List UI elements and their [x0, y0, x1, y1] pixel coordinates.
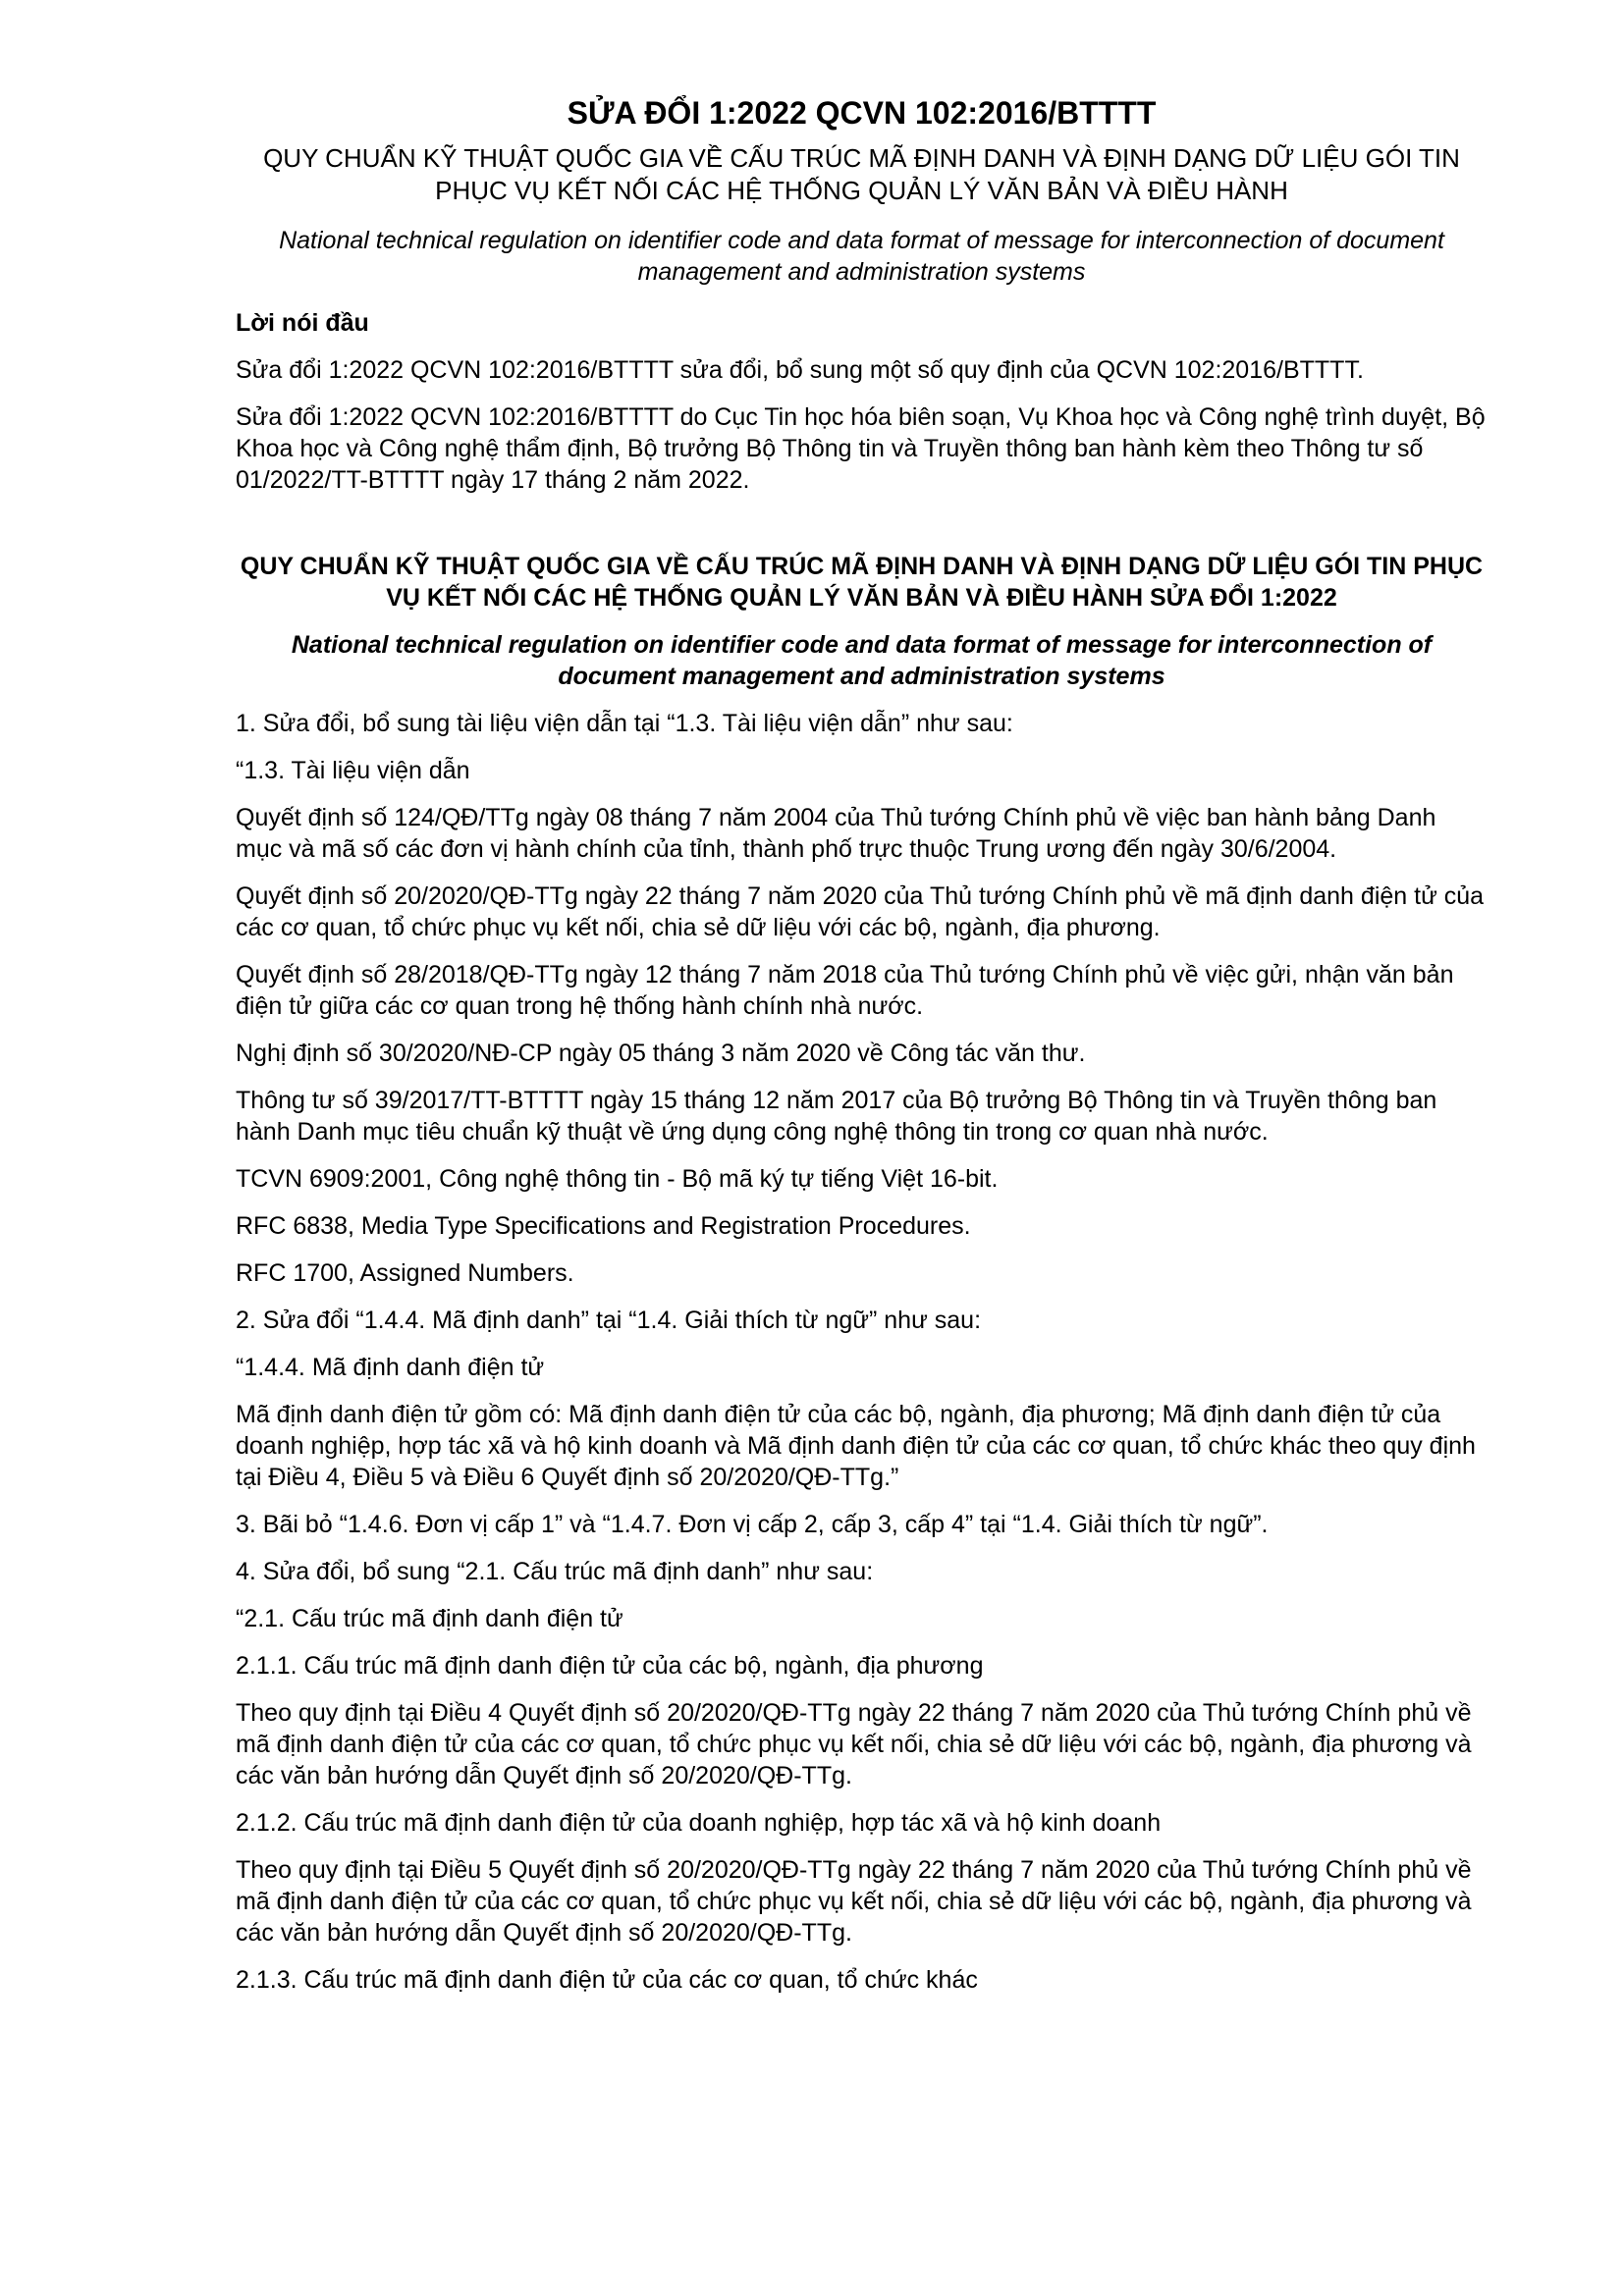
document-english-title: National technical regulation on identifier code and data format of message for interconnection of document management and administration systems: [279, 227, 1444, 286]
document-title: SỬA ĐỔI 1:2022 QCVN 102:2016/BTTTT: [567, 95, 1157, 131]
body-paragraph: 2.1.2. Cấu trúc mã định danh điện tử của doanh nghiệp, hợp tác xã và hộ kinh doanh: [236, 1809, 1162, 1837]
body-paragraph: RFC 6838, Media Type Specifications and Registration Procedures.: [236, 1212, 971, 1240]
foreword-paragraph: Sửa đổi 1:2022 QCVN 102:2016/BTTTT sửa đổi, bổ sung một số quy định của QCVN 102:2016/BTTTT.: [236, 356, 1364, 384]
body-paragraph: Quyết định số 28/2018/QĐ-TTg ngày 12 tháng 7 năm 2018 của Thủ tướng Chính phủ về việc gửi, nhận văn bản điện tử giữa các cơ quan trong hệ thống hành chính nhà nước.: [236, 961, 1454, 1020]
body-paragraph: Quyết định số 124/QĐ/TTg ngày 08 tháng 7 năm 2004 của Thủ tướng Chính phủ về việc ban hành bảng Danh mục và mã số các đơn vị hành chính của tỉnh, thành phố trực thuộc Trung ương đến ngày 30/6/2004.: [236, 804, 1436, 863]
body-paragraph: 2.1.3. Cấu trúc mã định danh điện tử của các cơ quan, tổ chức khác: [236, 1966, 978, 1994]
body-paragraph: Mã định danh điện tử gồm có: Mã định danh điện tử của các bộ, ngành, địa phương; Mã định danh điện tử của doanh nghiệp, hợp tác xã và hộ kinh doanh và Mã định danh điện tử của các cơ quan, tổ chức khác theo quy định tại Điều 4, Điều 5 và Điều 6 Quyết định số 20/2020/QĐ-TTg.”: [236, 1401, 1476, 1491]
body-paragraph: “2.1. Cấu trúc mã định danh điện tử: [236, 1605, 623, 1632]
foreword-paragraph: Sửa đổi 1:2022 QCVN 102:2016/BTTTT do Cục Tin học hóa biên soạn, Vụ Khoa học và Công nghệ trình duyệt, Bộ Khoa học và Công nghệ thẩm định, Bộ trưởng Bộ Thông tin và Truyền thông ban hành kèm theo Thông tư số 01/2022/TT-BTTTT ngày 17 tháng 2 năm 2022.: [236, 403, 1486, 494]
document-subtitle: QUY CHUẨN KỸ THUẬT QUỐC GIA VỀ CẤU TRÚC MÃ ĐỊNH DANH VÀ ĐỊNH DẠNG DỮ LIỆU GÓI TIN PHỤC VỤ KẾT NỐI CÁC HỆ THỐNG QUẢN LÝ VĂN BẢN VÀ ĐIỀU HÀNH: [263, 143, 1460, 205]
spacer: [236, 511, 1488, 551]
body-paragraph: Thông tư số 39/2017/TT-BTTTT ngày 15 tháng 12 năm 2017 của Bộ trưởng Bộ Thông tin và Truyền thông ban hành Danh mục tiêu chuẩn kỹ thuật về ứng dụng công nghệ thông tin trong cơ quan nhà nước.: [236, 1087, 1437, 1146]
body-paragraph: Quyết định số 20/2020/QĐ-TTg ngày 22 tháng 7 năm 2020 của Thủ tướng Chính phủ về mã định danh điện tử của các cơ quan, tổ chức phục vụ kết nối, chia sẻ dữ liệu với các bộ, ngành, địa phương.: [236, 882, 1485, 941]
body-paragraph: “1.3. Tài liệu viện dẫn: [236, 757, 470, 784]
body-paragraph: 2.1.1. Cấu trúc mã định danh điện tử của các bộ, ngành, địa phương: [236, 1652, 984, 1680]
body-paragraph: Theo quy định tại Điều 5 Quyết định số 20/2020/QĐ-TTg ngày 22 tháng 7 năm 2020 của Thủ tướng Chính phủ về mã định danh điện tử của các cơ quan, tổ chức phục vụ kết nối, chia sẻ dữ liệu với các bộ, ngành, địa phương và các văn bản hướng dẫn Quyết định số 20/2020/QĐ-TTg.: [236, 1856, 1472, 1947]
section-english-title: National technical regulation on identifier code and data format of message for interconnection of document management and administration systems: [291, 631, 1433, 690]
body-paragraph: 4. Sửa đổi, bổ sung “2.1. Cấu trúc mã định danh” như sau:: [236, 1558, 874, 1585]
body-paragraph: Nghị định số 30/2020/NĐ-CP ngày 05 tháng 3 năm 2020 về Công tác văn thư.: [236, 1040, 1086, 1067]
body-paragraph: RFC 1700, Assigned Numbers.: [236, 1259, 574, 1287]
body-paragraph: 1. Sửa đổi, bổ sung tài liệu viện dẫn tại “1.3. Tài liệu viện dẫn” như sau:: [236, 710, 1013, 737]
body-paragraph: TCVN 6909:2001, Công nghệ thông tin - Bộ mã ký tự tiếng Việt 16-bit.: [236, 1165, 999, 1193]
body-paragraph: “1.4.4. Mã định danh điện tử: [236, 1354, 545, 1381]
section-title: QUY CHUẨN KỸ THUẬT QUỐC GIA VỀ CẤU TRÚC MÃ ĐỊNH DANH VÀ ĐỊNH DẠNG DỮ LIỆU GÓI TIN PHỤC VỤ KẾT NỐI CÁC HỆ THỐNG QUẢN LÝ VĂN BẢN VÀ ĐIỀU HÀNH SỬA ĐỔI 1:2022: [240, 553, 1484, 612]
body-paragraph: 3. Bãi bỏ “1.4.6. Đơn vị cấp 1” và “1.4.7. Đơn vị cấp 2, cấp 3, cấp 4” tại “1.4. Giải thích từ ngữ”.: [236, 1511, 1269, 1538]
body-paragraph: 2. Sửa đổi “1.4.4. Mã định danh” tại “1.4. Giải thích từ ngữ” như sau:: [236, 1307, 982, 1334]
foreword-heading: Lời nói đầu: [236, 309, 369, 337]
body-paragraph: Theo quy định tại Điều 4 Quyết định số 20/2020/QĐ-TTg ngày 22 tháng 7 năm 2020 của Thủ tướng Chính phủ về mã định danh điện tử của các cơ quan, tổ chức phục vụ kết nối, chia sẻ dữ liệu với các bộ, ngành, địa phương và các văn bản hướng dẫn Quyết định số 20/2020/QĐ-TTg.: [236, 1699, 1472, 1789]
document-page: [236, 93, 1488, 2011]
